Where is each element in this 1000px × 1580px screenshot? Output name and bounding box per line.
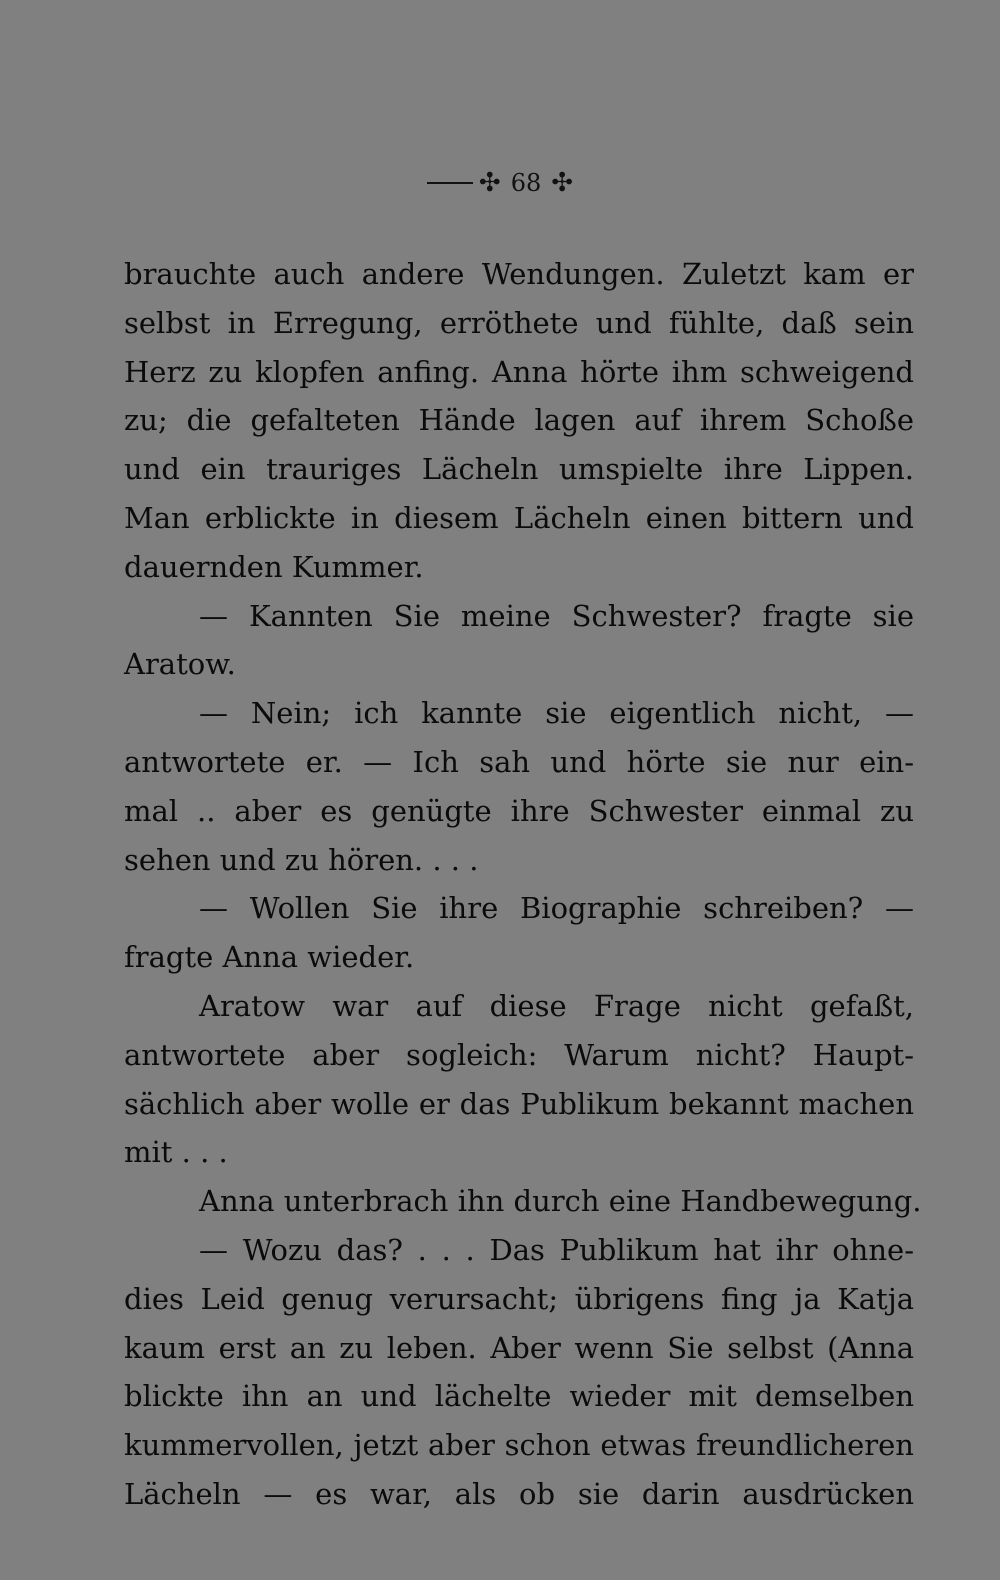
page-number: 68	[510, 169, 542, 197]
text-line: — Wollen Sie ihre Biographie schreiben? —	[199, 891, 914, 926]
text-line: und ein trauriges Lächeln umspielte ihre Lippen.	[124, 452, 914, 487]
text-line: blickte ihn an und lächelte wieder mit demselben	[124, 1379, 914, 1414]
text-line: sächlich aber wolle er das Publikum bekannt machen	[124, 1086, 914, 1121]
text-line: fragte Anna wieder.	[124, 940, 415, 975]
body-text	[124, 250, 922, 1519]
text-line: kaum erst an zu leben. Aber wenn Sie selbst (Anna	[124, 1330, 914, 1365]
text-line: zu; die gefalteten Hände lagen auf ihrem Schoße	[124, 403, 914, 438]
text-line: dies Leid genug verursacht; übrigens fing ja Katja	[124, 1281, 914, 1316]
text-line: brauchte auch andere Wendungen. Zuletzt kam er	[124, 257, 914, 291]
text-line: mal .. aber es genügte ihre Schwester einmal zu	[124, 793, 914, 828]
text-line: antwortete aber sogleich: Warum nicht? Haupt-	[124, 1037, 914, 1072]
text-line: — Kannten Sie meine Schwester? fragte sie	[199, 598, 914, 633]
text-line: selbst in Erregung, erröthete und fühlte, daß sein	[124, 305, 914, 340]
text-line: Lächeln — es war, als ob sie darin ausdrücken	[124, 1476, 914, 1511]
page-header	[0, 168, 1000, 198]
text-line: Anna unterbrach ihn durch eine Handbewegung.	[199, 1184, 922, 1219]
text-line: — Nein; ich kannte sie eigentlich nicht, —	[199, 696, 914, 731]
ornament-left-icon: ✣	[478, 168, 501, 198]
text-line: Man erblickte in diesem Lächeln einen bittern und	[124, 500, 914, 535]
text-line: Herz zu klopfen anfing. Anna hörte ihm schweigend	[124, 354, 914, 389]
text-line: mit . . .	[124, 1135, 228, 1170]
ornament-right-icon: ✣	[551, 168, 574, 198]
text-line: antwortete er. — Ich sah und hörte sie nur ein-	[124, 744, 914, 779]
header-rule	[427, 182, 473, 184]
text-line: Aratow.	[124, 647, 236, 682]
text-line: kummervollen, jetzt aber schon etwas freundlicheren	[124, 1428, 914, 1463]
text-line: Aratow war auf diese Frage nicht gefaßt,	[199, 988, 914, 1023]
text-line: dauernden Kummer.	[124, 549, 424, 584]
text-line: sehen und zu hören. . . .	[124, 842, 479, 877]
text-line: — Wozu das? . . . Das Publikum hat ihr ohne-	[199, 1232, 914, 1267]
